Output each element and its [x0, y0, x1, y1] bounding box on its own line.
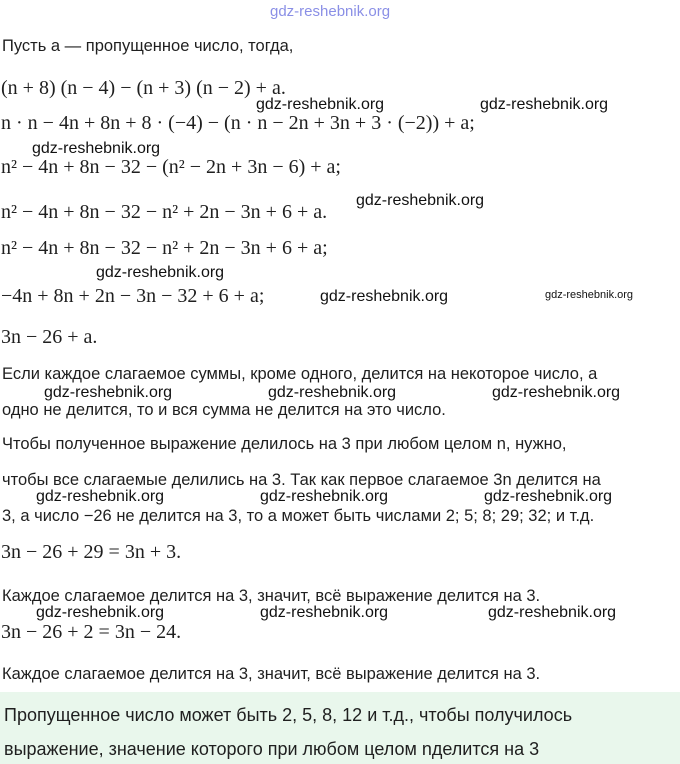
watermark: gdz-reshebnik.org: [268, 384, 397, 401]
watermark-top: gdz-reshebnik.org: [270, 3, 391, 20]
watermark: gdz-reshebnik.org: [484, 488, 613, 505]
rule-line-1: Если каждое слагаемое суммы, кроме одного, делится на некоторое число, а: [2, 365, 598, 383]
example-2-note: Каждое слагаемое делится на 3, значит, всё выражение делится на 3.: [2, 665, 541, 683]
watermark: gdz-reshebnik.org: [96, 264, 225, 281]
watermark: gdz-reshebnik.org: [44, 384, 173, 401]
example-1-note: Каждое слагаемое делится на 3, значит, всё выражение делится на 3.: [2, 587, 541, 605]
watermark: gdz-reshebnik.org: [36, 604, 165, 621]
watermark: gdz-reshebnik.org: [320, 288, 449, 305]
answer-line-2: выражение, значение которого при любом целом nделится на 3: [4, 739, 540, 759]
watermark: gdz-reshebnik.org: [356, 192, 485, 209]
step-2: n · n − 4n + 8n + 8 · (−4) − (n · n − 2n + 3n + 3 · (−2)) + a;: [1, 112, 475, 134]
example-1: 3n − 26 + 29 = 3n + 3.: [1, 541, 182, 563]
watermark: gdz-reshebnik.org: [256, 96, 385, 113]
watermark: gdz-reshebnik.org: [260, 604, 389, 621]
watermark: gdz-reshebnik.org: [36, 488, 165, 505]
example-2: 3n − 26 + 2 = 3n − 24.: [1, 621, 182, 643]
step-1: (n + 8) (n − 4) − (n + 3) (n − 2) + a.: [1, 77, 286, 99]
step-5-cancelled: n² − 4n + 8n − 32 − n² + 2n − 3n + 6 + a;: [1, 237, 328, 259]
step-4: n² − 4n + 8n − 32 − n² + 2n − 3n + 6 + a.: [1, 201, 328, 223]
watermark: gdz-reshebnik.org: [488, 604, 617, 621]
rule-line-2: одно не делится, то и вся сумма не делится на это число.: [2, 401, 446, 419]
intro-text: Пусть a — пропущенное число, тогда,: [2, 37, 294, 55]
step-7: 3n − 26 + a.: [1, 326, 98, 348]
condition-line-3: 3, а число −26 не делится на 3, то a может быть числами 2; 5; 8; 29; 32; и т.д.: [2, 507, 595, 525]
watermark: gdz-reshebnik.org: [480, 96, 609, 113]
watermark: gdz-reshebnik.org: [260, 488, 389, 505]
step-6: −4n + 8n + 2n − 3n − 32 + 6 + a;: [1, 285, 265, 307]
condition-line-2: чтобы все слагаемые делились на 3. Так как первое слагаемое 3n делится на: [2, 471, 601, 489]
answer-line-1: Пропущенное число может быть 2, 5, 8, 12 и т.д., чтобы получилось: [4, 705, 573, 725]
condition-line-1: Чтобы полученное выражение делилось на 3 при любом целом n, нужно,: [2, 435, 567, 453]
watermark: gdz-reshebnik.org: [545, 289, 634, 301]
watermark: gdz-reshebnik.org: [32, 140, 161, 157]
step-3: n² − 4n + 8n − 32 − (n² − 2n + 3n − 6) + a;: [1, 156, 341, 178]
answer-box: [0, 692, 680, 764]
watermark: gdz-reshebnik.org: [492, 384, 621, 401]
